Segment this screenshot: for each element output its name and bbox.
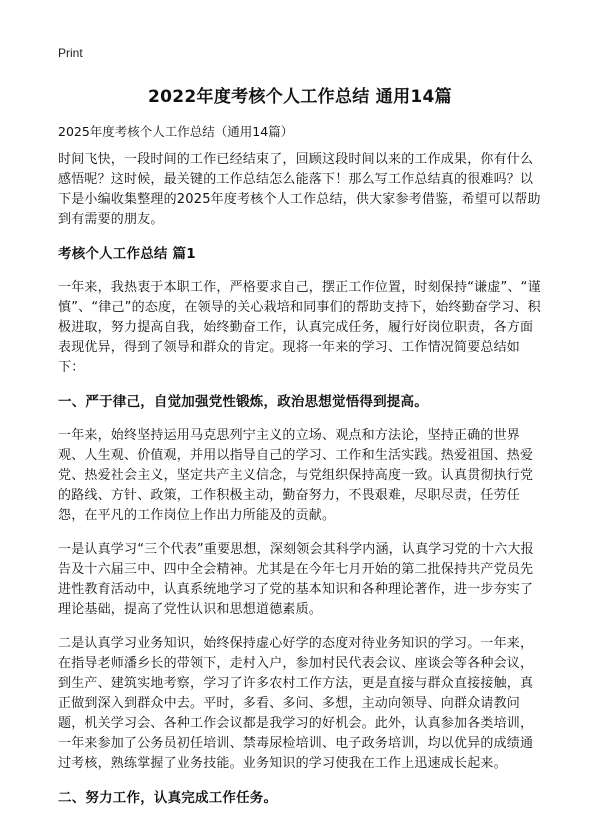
document-title: 2022年度考核个人工作总结 通用14篇: [148, 87, 452, 107]
section-heading: 二、努力工作，认真完成工作任务。: [58, 790, 278, 806]
section-heading: 考核个人工作总结 篇1: [58, 246, 196, 262]
print-link[interactable]: Print: [58, 46, 83, 60]
document-body: [58, 150, 544, 822]
body-paragraph: 一年来，始终坚持运用马克思列宁主义的立场、观点和方法论，坚持正确的世界观、人生观、价值观，并用以指导自己的学习、工作和生活实践。热爱祖国、热爱党、热爱社会主义，坚定共产主义信念，与党组织保持高度一致。认真贯彻执行党的路线、方针、政策，工作积极主动，勤奋努力，不畏艰难，尽职尽责，任劳任怨，在平凡的工作岗位上作出力所能及的贡献。: [58, 428, 534, 523]
document-subtitle: 2025年度考核个人工作总结（通用14篇）: [58, 124, 294, 139]
body-paragraph: 二是认真学习业务知识，始终保持虚心好学的态度对待业务知识的学习。一年来，在指导老师潘乡长的带领下，走村入户，参加村民代表会议、座谈会等各种会议，到生产、建筑实地考察，学习了许多农村工作方法，更是直接与群众直接接触，真正做到深入到群众中去。平时，多看、多问、多想，主动向领导、向群众请教问题，机关学习会、各种工作会议都是我学习的好机会。此外，认真参加各类培训，一年来参加了公务员初任培训、禁毒尿检培训、电子政务培训，均以优异的成绩通过考核，熟练掌握了业务技能。业务知识的学习使我在工作上迅速成长起来。: [58, 636, 534, 771]
section-heading: 一、严于律己，自觉加强党性锻炼，政治思想觉悟得到提高。: [58, 394, 428, 410]
body-paragraph: 一年来，我热衷于本职工作，严格要求自己，摆正工作位置，时刻保持“谦虚”、“谨慎”、“律己”的态度，在领导的关心栽培和同事们的帮助支持下，始终勤奋学习、积极进取，努力提高自我，始终勤奋工作，认真完成任务，履行好岗位职责，各方面表现优异，得到了领导和群众的肯定。现将一年来的学习、工作情况简要总结如下：: [58, 280, 541, 375]
body-paragraph: 一是认真学习“三个代表”重要思想，深刻领会其科学内涵，认真学习党的十六大报告及十六届三中、四中全会精神。尤其是在今年七月开始的第二批保持共产党员先进性教育活动中，认真系统地学习了党的基本知识和各种理论著作，进一步夯实了理论基础，提高了党性认识和思想道德素质。: [58, 542, 534, 617]
intro-paragraph: 时间飞快，一段时间的工作已经结束了，回顾这段时间以来的工作成果，你有什么感悟呢？这时候，最关键的工作总结怎么能落下！那么写工作总结真的很难吗？以下是小编收集整理的2025年度考核个人工作总结，供大家参考借鉴，希望可以帮助到有需要的朋友。: [58, 152, 541, 227]
